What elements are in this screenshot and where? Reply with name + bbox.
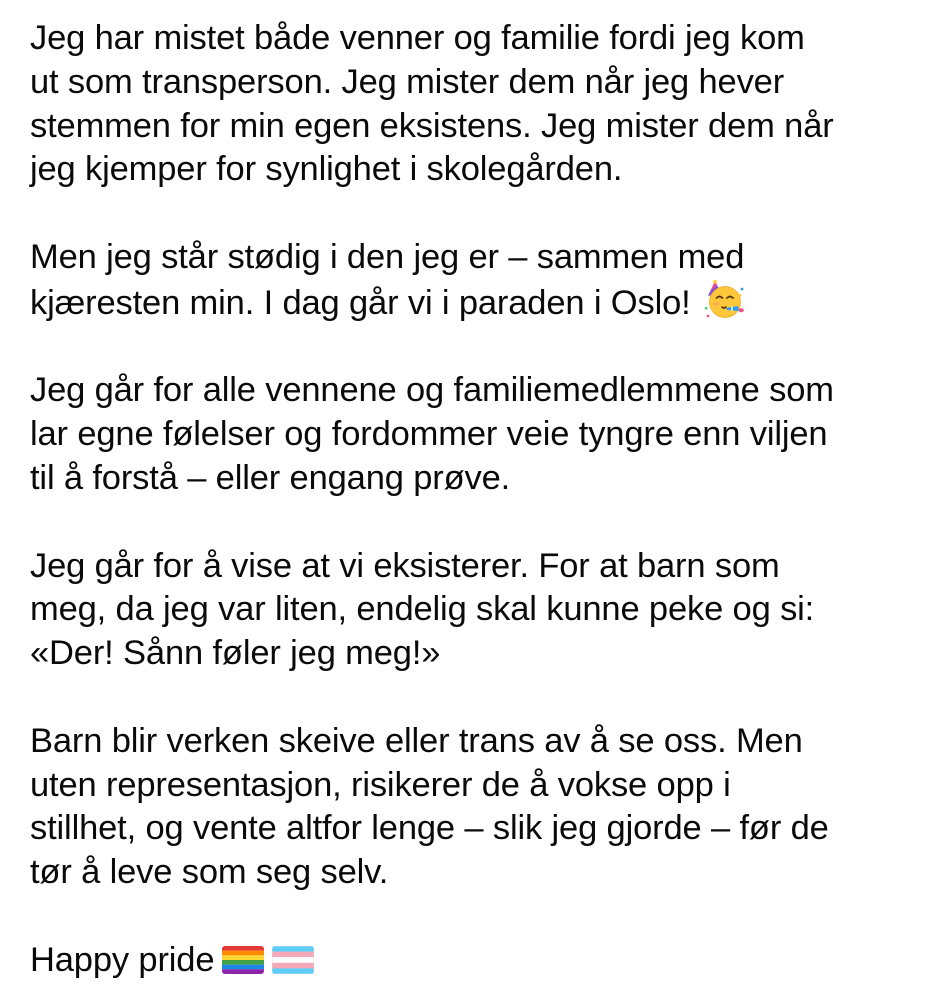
paragraph-5 [30, 720, 930, 895]
transgender-flag-icon [272, 946, 314, 974]
paragraph-6 [30, 939, 930, 983]
text-line: Jeg har mistet både venner og familie fordi jeg kom [30, 19, 805, 57]
rainbow-flag-icon [222, 946, 264, 974]
text-line: stemmen for min egen eksistens. Jeg mister dem når [30, 106, 834, 145]
paragraph-4 [30, 545, 930, 676]
text-line: Barn blir verken skeive eller trans av å se oss. Men [30, 721, 803, 760]
text-line: til å forstå – eller engang prøve. [30, 458, 511, 497]
text-line-with-emoji [30, 280, 930, 326]
text-line: ut som transperson. Jeg mister dem når jeg hever [30, 62, 785, 101]
text-line: Happy pride [30, 940, 215, 979]
post-body [30, 17, 930, 983]
text-line: lar egne følelser og fordommer veie tyngre enn viljen [30, 415, 828, 454]
text-line-with-flags [30, 939, 930, 983]
text-line: Jeg går for å vise at vi eksisterer. For at barn som [30, 546, 780, 585]
text-line: uten representasjon, risikerer de å vokse opp i [30, 765, 731, 804]
text-line: tør å leve som seg selv. [30, 853, 389, 892]
text-line: «Der! Sånn føler jeg meg!» [30, 634, 441, 673]
text-line: kjæresten min. I dag går vi i paraden i Oslo! [30, 283, 691, 322]
text-line: Men jeg står stødig i den jeg er – sammen med [30, 237, 745, 276]
text-line: stillhet, og vente altfor lenge – slik jeg gjorde – før de [30, 809, 829, 848]
text-line: meg, da jeg var liten, endelig skal kunne peke og si: [30, 590, 815, 629]
text-line: jeg kjemper for synlighet i skolegården. [30, 150, 623, 189]
text-line: Jeg går for alle vennene og familiemedlemmene som [30, 371, 834, 410]
paragraph-1 [30, 17, 930, 192]
partying-face-emoji-icon [702, 280, 746, 320]
paragraph-3 [30, 369, 930, 500]
paragraph-2 [30, 236, 930, 326]
